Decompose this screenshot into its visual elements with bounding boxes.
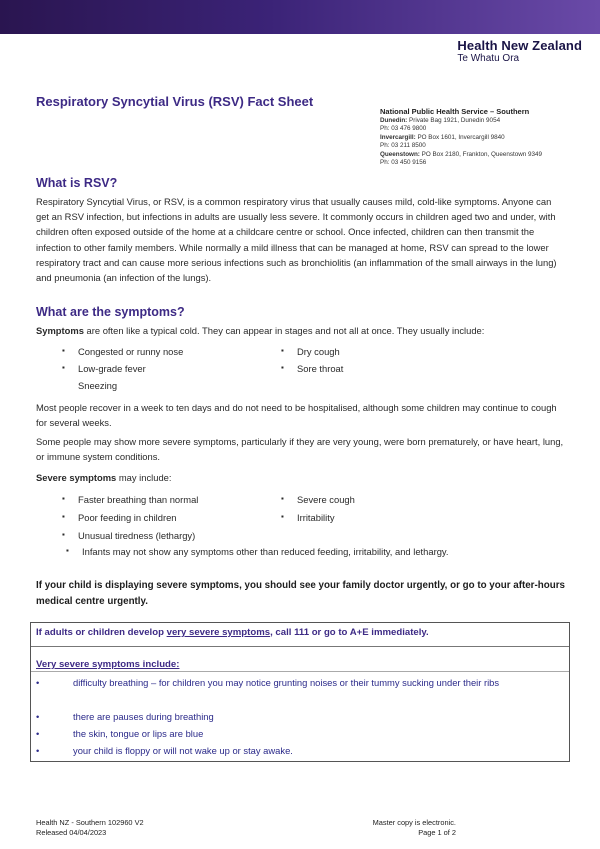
list-item: ▪ Poor feeding in children — [62, 512, 177, 523]
very-severe-box — [30, 622, 570, 762]
brand-logo — [457, 38, 582, 64]
contact-invercargill-phone: Ph: 03 211 8500 — [380, 142, 426, 150]
footer-master-copy: Master copy is electronic. — [372, 818, 456, 827]
heading-what-is-rsv: What is RSV? — [36, 176, 118, 190]
list-item: • there are pauses during breathing — [36, 711, 214, 722]
divider — [31, 646, 569, 647]
list-item: ▪ Irritability — [281, 512, 335, 523]
box-subheading: Very severe symptoms include: — [36, 659, 180, 670]
box-heading: If adults or children develop very severe symptoms, call 111 or go to A+E immediately. — [36, 627, 429, 638]
list-item: ▪ Dry cough — [281, 346, 340, 357]
list-item: ▪ Unusual tiredness (lethargy) — [62, 530, 196, 541]
list-item: • the skin, tongue or lips are blue — [36, 728, 204, 739]
list-item: ▪ Sore throat — [281, 363, 344, 374]
list-item: ▪ Congested or runny nose — [62, 346, 184, 357]
list-item: • your child is floppy or will not wake up or stay awake. — [36, 745, 293, 756]
footer-release-date: Released 04/04/2023 — [36, 828, 107, 837]
page-title: Respiratory Syncytial Virus (RSV) Fact Sheet — [36, 94, 314, 109]
symptoms-intro: Symptoms are often like a typical cold. They can appear in stages and not all at once. They usually include: — [36, 325, 485, 336]
what-is-rsv-body: Respiratory Syncytial Virus, or RSV, is a common respiratory virus that usually causes mild, cold-like symptoms. Anyone can get an RSV infection, but infections in adults are usually less severe. It commonly occurs in children aged two and under, with children often exposed outside of the home at a childcare centre or school. Once infected, children can then transmit the infection to other family members. While normally a mild illness that can be managed at home, RSV can spread to the lower respiratory tract and can cause more serious infections such as bronchiolitis (an inflammation of the small airways in the lung) and pneumonia (an infection of the lungs). — [36, 196, 557, 284]
list-item: • difficulty breathing – for children you may notice grunting noises or their tummy sucking under their ribs — [36, 677, 500, 688]
severe-intro: Severe symptoms may include: — [36, 472, 172, 483]
footer-right — [330, 818, 456, 838]
contact-dunedin: Dunedin: Private Bag 1921, Dunedin 9054 — [380, 117, 501, 124]
list-item: ▪ Faster breathing than normal — [62, 494, 199, 505]
page-number: Page 1 of 2 — [418, 828, 456, 837]
list-item: ▪ Low-grade fever — [62, 363, 146, 374]
urgent-advice: If your child is displaying severe symptoms, you should see your family doctor urgently, or go to your after-hours medical centre urgently. — [36, 580, 565, 607]
contact-invercargill: Invercargill: PO Box 1601, Invercargill 9840 — [380, 133, 505, 141]
contact-queenstown-phone: Ph: 03 450 9156 — [380, 159, 427, 167]
list-item: ▪ Severe cough — [281, 494, 355, 505]
recovery-text: Most people recover in a week to ten days and do not need to be hospitalised, although some children may continue to cough for several weeks. — [36, 402, 557, 429]
contact-dunedin-phone: Ph: 03 476 9800 — [380, 125, 427, 133]
brand-name: Health New Zealand — [457, 38, 582, 53]
list-item: Sneezing — [78, 380, 118, 391]
brand-subname: Te Whatu Ora — [457, 53, 520, 64]
contact-block — [380, 107, 585, 167]
list-item: ▪ Infants may not show any symptoms other than reduced feeding, irritability, and lethargy. — [66, 546, 449, 557]
contact-org: National Public Health Service – Southern — [380, 107, 530, 116]
footer-doc-id: Health NZ - Southern 102960 V2 — [36, 818, 144, 827]
heading-symptoms: What are the symptoms? — [36, 305, 185, 319]
severe-risk-text: Some people may show more severe symptoms, particularly if they are very young, were born prematurely, or have heart, lung, or immune system conditions. — [36, 436, 564, 463]
divider — [31, 671, 569, 672]
contact-queenstown: Queenstown: PO Box 2180, Frankton, Queenstown 9349 — [380, 150, 543, 158]
header-banner — [0, 0, 600, 34]
footer-left — [36, 818, 144, 838]
